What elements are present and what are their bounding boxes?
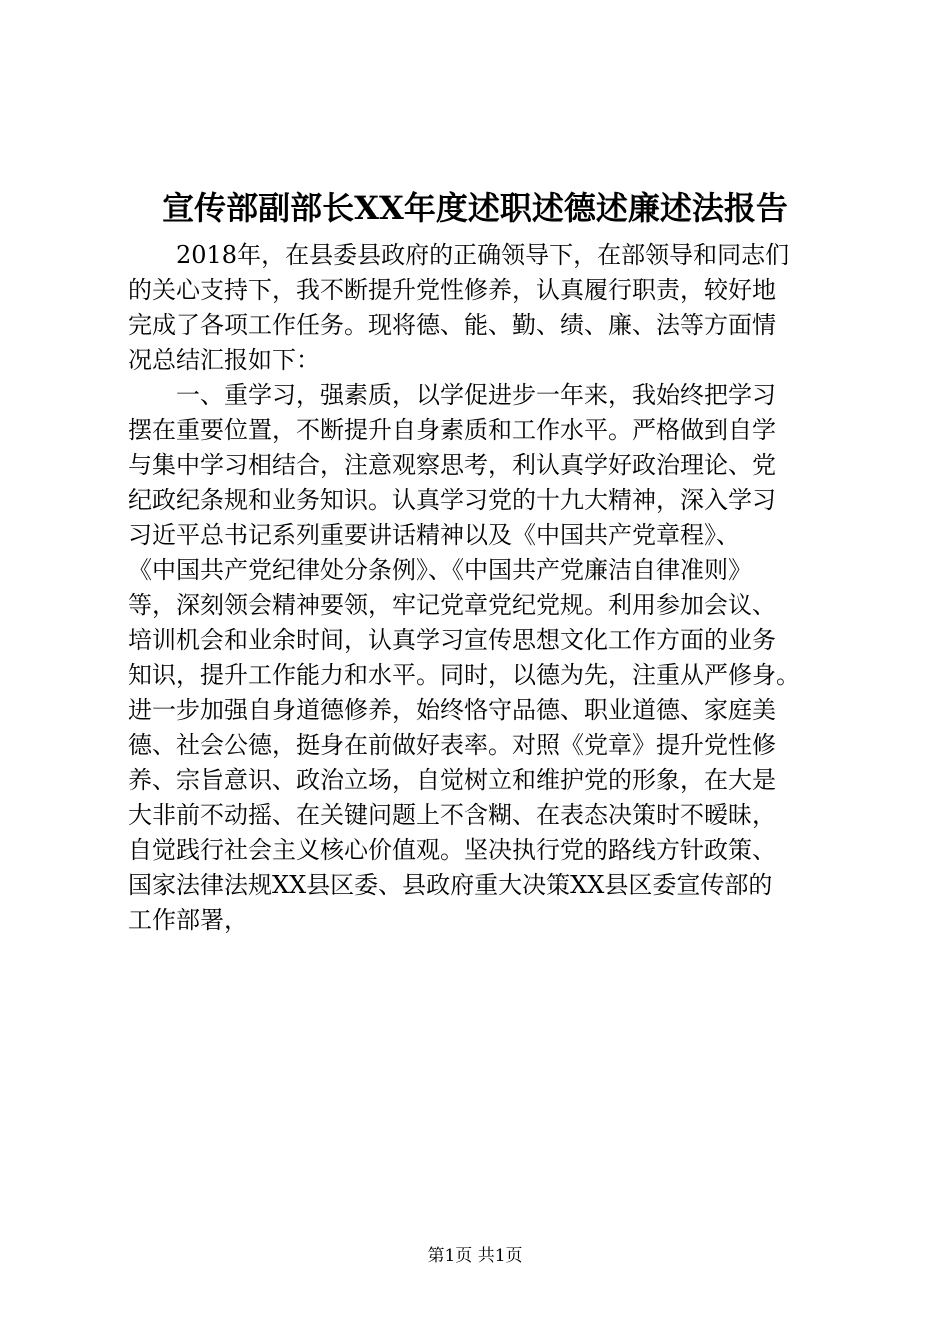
body-line-3: 完成了各项工作任务。现将德、能、勤、绩、廉、法等方面情 bbox=[128, 311, 776, 339]
body-line-17: 大非前不动摇、在关键问题上不含糊、在表态决策时不暧昧， bbox=[128, 801, 776, 829]
document-body bbox=[128, 238, 843, 938]
body-line-10: 《中国共产党纪律处分条例》、《中国共产党廉洁自律准则》 bbox=[128, 556, 752, 584]
body-line-4: 况总结汇报如下： bbox=[128, 346, 320, 374]
page-footer: 第1页 共1页 bbox=[427, 1246, 523, 1266]
body-line-9: 习近平总书记系列重要讲话精神以及《中国共产党章程》、 bbox=[128, 521, 740, 549]
body-line-1: 2018年，在县委县政府的正确领导下，在部领导和同志们 bbox=[176, 241, 790, 269]
body-line-2: 的关心支持下，我不断提升党性修养，认真履行职责，较好地 bbox=[128, 276, 776, 304]
body-line-15: 德、社会公德，挺身在前做好表率。对照《党章》提升党性修 bbox=[128, 731, 776, 759]
document-title: 宣传部副部长XX年度述职述德述廉述法报告 bbox=[162, 189, 788, 227]
body-line-8: 纪政纪条规和业务知识。认真学习党的十九大精神，深入学习 bbox=[128, 486, 776, 514]
body-line-13: 知识，提升工作能力和水平。同时，以德为先，注重从严修身。 bbox=[128, 661, 800, 689]
body-line-18: 自觉践行社会主义核心价值观。坚决执行党的路线方针政策、 bbox=[128, 836, 776, 864]
body-line-12: 培训机会和业余时间，认真学习宣传思想文化工作方面的业务 bbox=[128, 626, 776, 654]
body-line-19: 国家法律法规XX县区委、县政府重大决策XX县区委宣传部的 bbox=[128, 871, 773, 899]
body-line-20: 工作部署， bbox=[128, 906, 248, 934]
body-line-16: 养、宗旨意识、政治立场，自觉树立和维护党的形象，在大是 bbox=[128, 766, 776, 794]
body-line-14: 进一步加强自身道德修养，始终恪守品德、职业道德、家庭美 bbox=[128, 696, 776, 724]
body-line-6: 摆在重要位置，不断提升自身素质和工作水平。严格做到自学 bbox=[128, 416, 776, 444]
body-line-5: 一、重学习，强素质，以学促进步一年来，我始终把学习 bbox=[176, 381, 776, 409]
body-line-7: 与集中学习相结合，注意观察思考，利认真学好政治理论、党 bbox=[128, 451, 776, 479]
body-line-11: 等，深刻领会精神要领，牢记党章党纪党规。利用参加会议、 bbox=[128, 591, 776, 619]
